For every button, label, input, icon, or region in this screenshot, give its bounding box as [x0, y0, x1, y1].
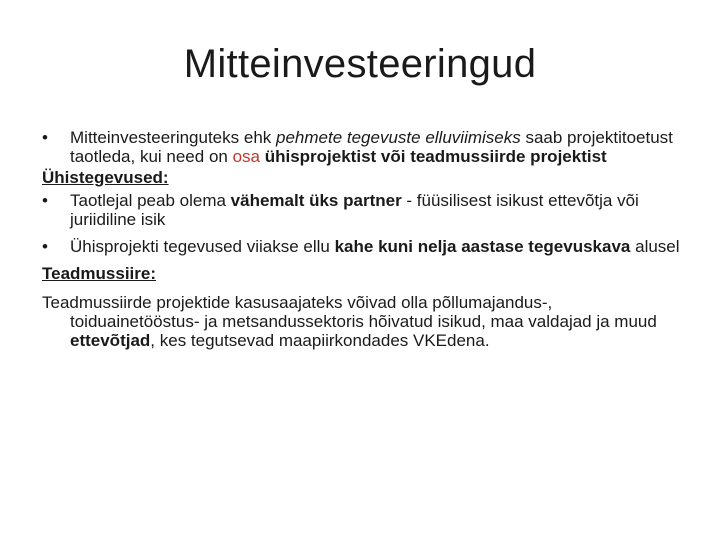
slide-content [42, 128, 682, 350]
section-heading-teadmussiire: Teadmussiire: [42, 264, 157, 283]
bullet2-text-2: - füüsilisest isikust ettevõtja või juriidiline isik [70, 191, 639, 229]
bullet-icon: • [42, 191, 48, 210]
bullet2-text-1: Taotlejal peab olema [70, 191, 231, 210]
bullet3-bold: kahe kuni nelja aastase tegevuskava [334, 237, 631, 256]
bullet-item-partner [42, 191, 682, 229]
bullet1-text-1: Mitteinvesteeringuteks ehk [70, 128, 276, 147]
bullet-icon: • [42, 237, 48, 256]
bullet1-bold: ühisprojektist või teadmussiirde projektist [260, 147, 607, 166]
bullet2-bold: vähemalt üks partner [230, 191, 402, 210]
bullet1-italic: pehmete tegevuste elluviimiseks [276, 128, 521, 147]
bullet-item-mitteinvesteeringud [42, 128, 682, 166]
bullet1-red: osa [232, 147, 260, 166]
bullet-icon: • [42, 128, 48, 147]
teadmussiire-paragraph [42, 293, 682, 350]
paragraph-bold: ettevõtjad [70, 331, 151, 350]
paragraph-text-2: , kes tegutsevad maapiirkondades VKEdena. [150, 331, 490, 350]
paragraph-text-1: Teadmussiirde projektide kasusaajateks võivad olla põllumajandus-, toiduainetööstus- ja metsandussektoris hõivatud isikud, maa valdajad ja muud [42, 293, 657, 331]
bullet3-text-2: alusel [630, 237, 680, 256]
bullet3-text-1: Ühisprojekti tegevused viiakse ellu [70, 237, 335, 256]
bullet-item-tegevuskava [42, 237, 682, 256]
slide-title: Mitteinvesteeringud [183, 42, 537, 86]
section-heading-uhistegevused: Ühistegevused: [42, 168, 169, 187]
bullet1-text-2: saab projektitoetust taotleda, kui need on [70, 128, 673, 166]
